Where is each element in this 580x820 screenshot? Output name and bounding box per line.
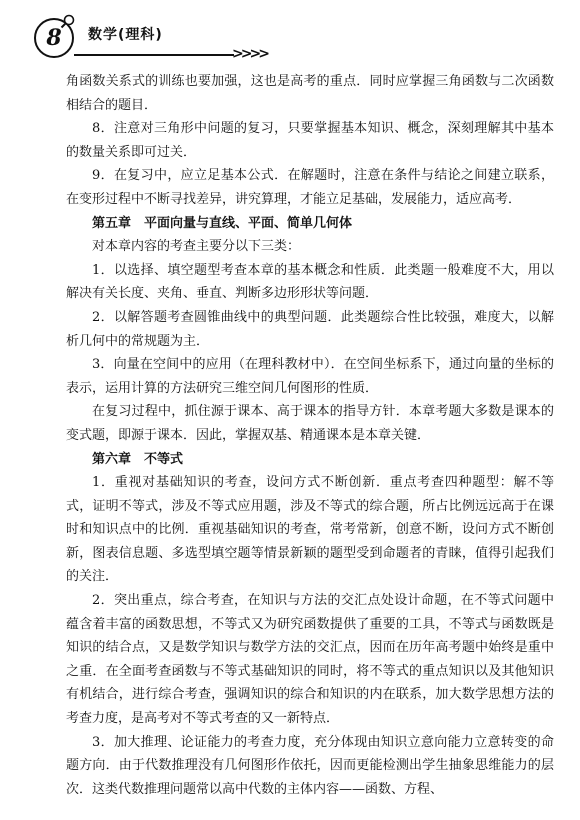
arrow-icon: >>>> bbox=[232, 46, 267, 62]
header-rule bbox=[74, 54, 234, 56]
page-body bbox=[66, 70, 554, 801]
paragraph: 2．以解答题考查圆锥曲线中的典型问题．此类题综合性比较强，难度大，以解析几何中的常规题为主． bbox=[66, 309, 554, 349]
magnifier-icon bbox=[60, 14, 76, 30]
page-header bbox=[34, 14, 554, 60]
paragraph: 9．在复习中，应立足基本公式．在解题时，注意在条件与结论之间建立联系，在变形过程中不断寻找差异，讲究算理，才能立足基础，发展能力，适应高考． bbox=[66, 168, 554, 207]
page-number: 8 bbox=[46, 25, 62, 51]
paragraph: 对本章内容的考查主要分以下三类： bbox=[92, 239, 301, 255]
paragraph: 2．突出重点，综合考查，在知识与方法的交汇点处设计命题，在不等式问题中蕴含着丰富的函数思想，不等式又为研究函数提供了重要的工具，不等式与函数既是知识的结合点，又是数学知识与数学方法的交汇点，因而在历年高考题中始终是重中之重．在全面考查函数与不等式基础知识的同时，将不等式的重点知识以及其他知识有机结合，进行综合考查，强调知识的综合和知识的内在联系，加大数学思想方法的考查力度，是高考对不等式考查的又一新特点． bbox=[66, 593, 554, 727]
paragraph: 1．以选择、填空题型考查本章的基本概念和性质．此类题一般难度不大，用以解决有关长度、夹角、垂直、判断多边形形状等问题． bbox=[66, 262, 554, 302]
paragraph: 1．重视对基础知识的考查，设问方式不断创新．重点考查四种题型：解不等式，证明不等式，涉及不等式应用题，涉及不等式的综合题，所占比例远远高于在课时和知识点中的比例．重视基础知识的考查，常考常新，创意不断，设问方式不断创新，图表信息题、多选型填空题等情景新颖的题型受到命题者的青睐，值得引起我们的关注． bbox=[66, 475, 554, 585]
chapter-heading: 第五章 平面向量与直线、平面、简单几何体 bbox=[92, 215, 353, 231]
paragraph: 8．注意对三角形中问题的复习，只要掌握基本知识、概念，深刻理解其中基本的数量关系即可过关． bbox=[66, 121, 554, 160]
chapter-heading: 第六章 不等式 bbox=[92, 451, 184, 467]
paragraph: 角函数关系式的训练也要加强，这也是高考的重点．同时应掌握三角函数与二次函数相结合的题目． bbox=[66, 74, 554, 113]
paragraph: 在复习过程中，抓住源于课本、高于课本的指导方针．本章考题大多数是课本的变式题，即源于课本．因此，掌握双基、精通课本是本章关键． bbox=[66, 404, 554, 443]
book-title: 数学(理科) bbox=[88, 27, 163, 43]
paragraph: 3．向量在空间中的应用（在理科教材中）．在空间坐标系下，通过向量的坐标的表示，运用计算的方法研究三维空间几何图形的性质． bbox=[66, 357, 554, 396]
paragraph: 3．加大推理、论证能力的考查力度，充分体现由知识立意向能力立意转变的命题方向．由于代数推理没有几何图形作依托，因而更能检测出学生抽象思维能力的层次．这类代数推理问题常以高中代数的主体内容——函数、方程、 bbox=[66, 734, 554, 797]
